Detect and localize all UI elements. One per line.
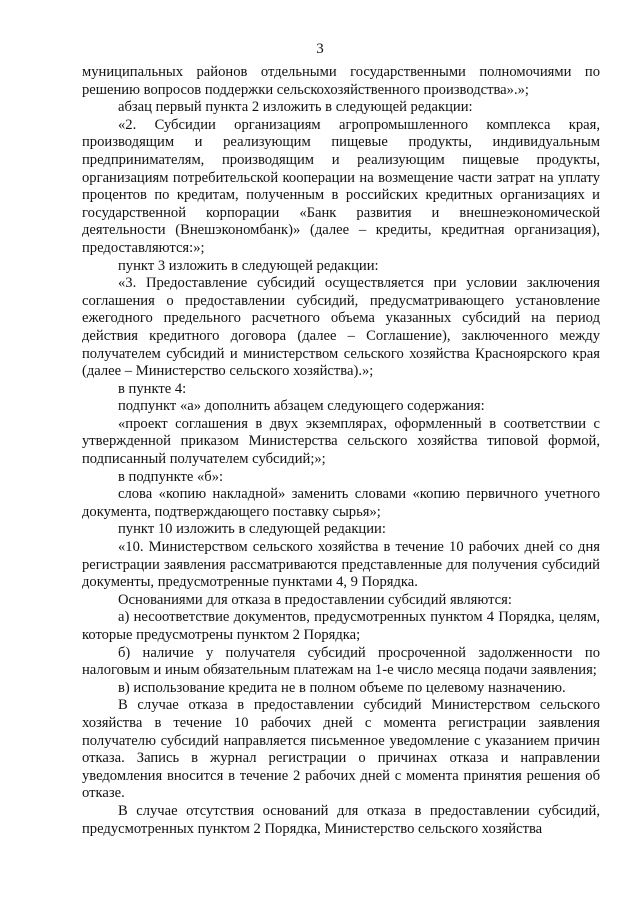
paragraph-continuation: муниципальных районов отдельными государственными полномочиями по решению вопросов поддержки сельскохозяйственного производства».»; — [82, 64, 600, 98]
paragraph-amendment-instruction: подпункт «а» дополнить абзацем следующего содержания: — [118, 398, 485, 415]
paragraph-refusal-grounds-heading: Основаниями для отказа в предоставлении субсидий являются: — [118, 591, 512, 608]
paragraph-amendment-instruction: абзац первый пункта 2 изложить в следующей редакции: — [118, 99, 473, 116]
paragraph-refusal-notice: В случае отказа в предоставлении субсидий Министерством сельского хозяйства в течение 10 рабочих дней с момента регистрации заявления получателю субсидий направляется письменное уведомление с указанием причин отказа. Запись в журнал регистрации о причинах отказа и направлении уведомления вносится в течение 2 рабочих дней с момента принятия решения об отказе. — [82, 697, 600, 802]
paragraph-clause-2: «2. Субсидии организациям агропромышленного комплекса края, производящим и реализующим пищевые продукты, индивидуальным предпринимателям, производящим и реализующим пищевые продукты, организациям потребительской кооперации на возмещение части затрат на уплату процентов по кредитам, полученным в российских кредитных организациях и государственной корпорации «Банк развития и внешнеэкономической деятельности (Внешэкономбанк)» (далее – кредиты, кредитная организация), предоставляются:»; — [82, 116, 600, 256]
paragraph-clause-3: «3. Предоставление субсидий осуществляется при условии заключения соглашения о предоставлении субсидий, предусматривающего установление ежегодного предельного расчетного объема указанных субсидий на период действия кредитного договора (далее – Соглашение), заключенного между получателем субсидий и министерством сельского хозяйства Красноярского края (далее – Министерство сельского хозяйства).»; — [82, 275, 600, 380]
paragraph-quoted-text: «проект соглашения в двух экземплярах, оформленный в соответствии с утвержденной приказом Министерства сельского хозяйства типовой формой, подписанный получателем субсидий;»; — [82, 415, 600, 468]
paragraph-refusal-ground-c: в) использование кредита не в полном объеме по целевому назначению. — [118, 679, 566, 696]
paragraph-amendment-instruction: в пункте 4: — [118, 380, 187, 397]
document-body — [82, 64, 600, 838]
paragraph-amendment-instruction: пункт 3 изложить в следующей редакции: — [118, 257, 379, 274]
paragraph-amendment-instruction: пункт 10 изложить в следующей редакции: — [118, 521, 386, 538]
paragraph-refusal-ground-a: а) несоответствие документов, предусмотренных пунктом 4 Порядка, целям, которые предусмотрены пунктом 2 Порядка; — [82, 609, 600, 643]
paragraph-amendment-instruction: в подпункте «б»: — [118, 468, 224, 485]
paragraph-refusal-ground-b: б) наличие у получателя субсидий просроченной задолженности по налоговым и иным обязательным платежам на 1-е число месяца подачи заявления; — [82, 644, 600, 679]
paragraph-amendment-text: слова «копию накладной» заменить словами «копию первичного учетного документа, подтверждающего поставку сырья»; — [82, 486, 600, 520]
paragraph-no-refusal: В случае отсутствия оснований для отказа в предоставлении субсидий, предусмотренных пунктом 2 Порядка, Министерство сельского хозяйства — [82, 802, 600, 837]
page-number: 3 — [316, 41, 324, 57]
paragraph-clause-10: «10. Министерством сельского хозяйства в течение 10 рабочих дней со дня регистрации заявления рассматриваются представленные для получения субсидий документы, предусмотренные пунктами 4, 9 Порядка. — [82, 539, 600, 591]
